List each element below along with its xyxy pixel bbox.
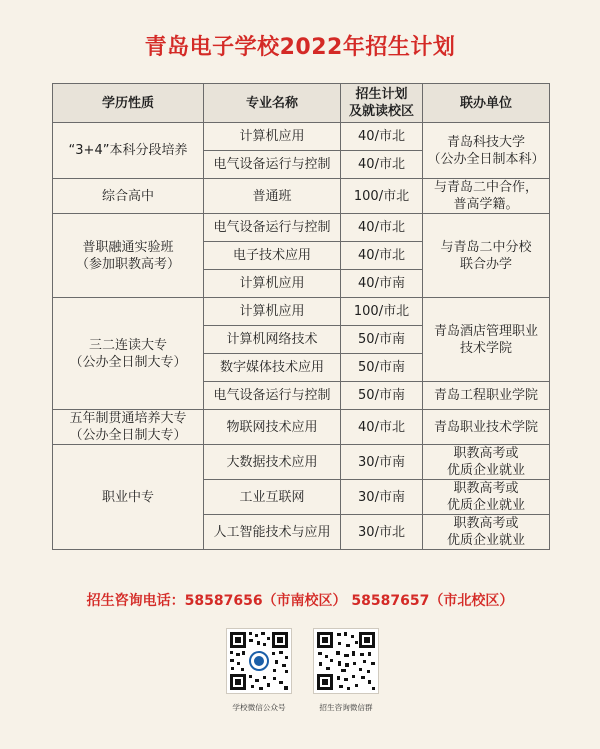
qr-code-icon — [226, 628, 292, 694]
cell-partner: 青岛工程职业学院 — [423, 382, 550, 410]
cell-major: 人工智能技术与应用 — [204, 515, 341, 550]
cell-major: 计算机应用 — [204, 123, 341, 151]
cell-major: 计算机应用 — [204, 298, 341, 326]
qr-label: 学校微信公众号 — [232, 703, 286, 712]
cell-major: 物联网技术应用 — [204, 410, 341, 445]
qr-school-account — [219, 628, 299, 713]
cell-major: 普通班 — [204, 179, 341, 214]
cell-education-type: “3+4”本科分段培养 — [53, 123, 204, 179]
enrollment-table — [52, 83, 550, 550]
cell-major: 数字媒体技术应用 — [204, 354, 341, 382]
cell-partner: 与青岛二中合作， 普高学籍。 — [423, 179, 550, 214]
table-row — [53, 179, 550, 214]
cell-plan: 30/市北 — [341, 515, 423, 550]
table-header-row — [53, 84, 550, 123]
table-row — [53, 410, 550, 445]
cell-partner: 与青岛二中分校 联合办学 — [423, 214, 550, 298]
table-row — [53, 445, 550, 480]
cell-education-type: 五年制贯通培养大专 （公办全日制大专） — [53, 410, 204, 445]
table-row — [53, 298, 550, 326]
cell-plan: 40/市北 — [341, 214, 423, 242]
qr-label: 招生咨询微信群 — [319, 703, 373, 712]
header-education-type: 学历性质 — [53, 84, 204, 123]
cell-partner: 职教高考或 优质企业就业 — [423, 445, 550, 480]
cell-education-type: 普职融通实验班 （参加职教高考） — [53, 214, 204, 298]
cell-major: 大数据技术应用 — [204, 445, 341, 480]
cell-major: 电子技术应用 — [204, 242, 341, 270]
cell-plan: 40/市北 — [341, 123, 423, 151]
cell-partner: 青岛职业技术学院 — [423, 410, 550, 445]
cell-plan: 50/市南 — [341, 354, 423, 382]
cell-education-type: 职业中专 — [53, 445, 204, 550]
cell-plan: 50/市南 — [341, 326, 423, 354]
cell-partner: 青岛科技大学 （公办全日制本科） — [423, 123, 550, 179]
page-title: 青岛电子学校2022年招生计划 — [144, 35, 456, 60]
enrollment-table-wrap — [52, 83, 549, 550]
cell-education-type: 三二连读大专 （公办全日制大专） — [53, 298, 204, 410]
cell-partner: 职教高考或 优质企业就业 — [423, 515, 550, 550]
cell-major: 工业互联网 — [204, 480, 341, 515]
cell-plan: 40/市南 — [341, 270, 423, 298]
cell-major: 电气设备运行与控制 — [204, 214, 341, 242]
qr-code-icon — [313, 628, 379, 694]
table-row — [53, 123, 550, 151]
cell-plan: 40/市北 — [341, 151, 423, 179]
cell-plan: 40/市北 — [341, 242, 423, 270]
cell-plan: 40/市北 — [341, 410, 423, 445]
cell-partner: 职教高考或 优质企业就业 — [423, 480, 550, 515]
cell-plan: 30/市南 — [341, 480, 423, 515]
header-plan: 招生计划 及就读校区 — [341, 84, 423, 123]
cell-plan: 30/市南 — [341, 445, 423, 480]
cell-major: 电气设备运行与控制 — [204, 382, 341, 410]
cell-plan: 100/市北 — [341, 298, 423, 326]
cell-plan: 100/市北 — [341, 179, 423, 214]
cell-major: 计算机应用 — [204, 270, 341, 298]
cell-plan: 50/市南 — [341, 382, 423, 410]
qr-enrollment-group — [306, 628, 386, 713]
contact-phone: 招生咨询电话：58587656（市南校区） 58587657（市北校区） — [86, 593, 514, 609]
header-partner: 联办单位 — [423, 84, 550, 123]
cell-education-type: 综合高中 — [53, 179, 204, 214]
table-row — [53, 214, 550, 242]
header-major: 专业名称 — [204, 84, 341, 123]
cell-major: 电气设备运行与控制 — [204, 151, 341, 179]
cell-major: 计算机网络技术 — [204, 326, 341, 354]
cell-partner: 青岛酒店管理职业 技术学院 — [423, 298, 550, 382]
